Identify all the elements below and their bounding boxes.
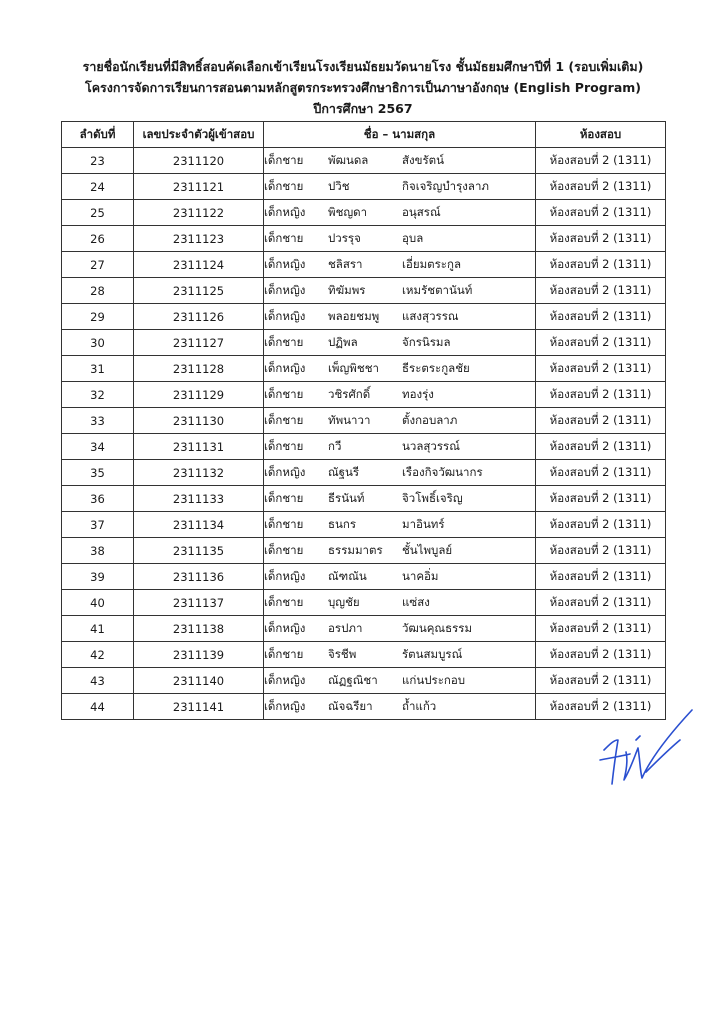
table-body [62, 148, 666, 720]
name-prefix: เด็กหญิง [264, 308, 306, 323]
last-name: จิวโพธิ์เจริญ [402, 490, 463, 505]
name-prefix: เด็กหญิง [264, 204, 306, 219]
first-name: อรปภา [328, 620, 363, 635]
exam-id: 2311120 [134, 148, 264, 174]
table-row [62, 486, 666, 512]
student-name [264, 564, 536, 590]
col-header-order: ลำดับที่ [62, 122, 134, 148]
exam-id: 2311139 [134, 642, 264, 668]
name-prefix: เด็กหญิง [264, 282, 306, 297]
name-prefix: เด็กชาย [264, 178, 304, 193]
last-name: ชั้นไพบูลย์ [402, 542, 453, 557]
table-row [62, 304, 666, 330]
col-header-room: ห้องสอบ [536, 122, 666, 148]
last-name: ธีระตระกูลชัย [402, 360, 470, 375]
first-name: ชลิสรา [328, 256, 363, 271]
student-name [264, 382, 536, 408]
first-name: ณัฐนรี [328, 464, 360, 479]
student-name [264, 330, 536, 356]
exam-id: 2311134 [134, 512, 264, 538]
student-name [264, 668, 536, 694]
row-number: 25 [62, 200, 134, 226]
exam-id: 2311121 [134, 174, 264, 200]
first-name: ปวิช [328, 178, 350, 193]
name-prefix: เด็กหญิง [264, 360, 306, 375]
student-name [264, 174, 536, 200]
exam-id: 2311129 [134, 382, 264, 408]
name-prefix: เด็กชาย [264, 516, 304, 531]
exam-room: ห้องสอบที่ 2 (1311) [536, 538, 666, 564]
last-name: จักรนิรมล [402, 334, 451, 349]
student-name [264, 694, 536, 720]
name-prefix: เด็กชาย [264, 412, 304, 427]
row-number: 26 [62, 226, 134, 252]
exam-id: 2311136 [134, 564, 264, 590]
first-name: ธนกร [328, 516, 357, 531]
table-row [62, 278, 666, 304]
exam-room: ห้องสอบที่ 2 (1311) [536, 330, 666, 356]
last-name: แซ่สง [402, 594, 430, 609]
exam-id: 2311137 [134, 590, 264, 616]
first-name: ณัฑณัน [328, 568, 367, 583]
name-prefix: เด็กหญิง [264, 256, 306, 271]
name-prefix: เด็กชาย [264, 334, 304, 349]
exam-id: 2311131 [134, 434, 264, 460]
exam-id: 2311124 [134, 252, 264, 278]
student-name [264, 486, 536, 512]
name-prefix: เด็กชาย [264, 542, 304, 557]
table-row [62, 174, 666, 200]
table-row [62, 668, 666, 694]
exam-id: 2311135 [134, 538, 264, 564]
row-number: 30 [62, 330, 134, 356]
first-name: ปวรรุจ [328, 230, 361, 245]
student-name [264, 252, 536, 278]
row-number: 39 [62, 564, 134, 590]
table-row [62, 434, 666, 460]
name-prefix: เด็กหญิง [264, 464, 306, 479]
exam-id: 2311122 [134, 200, 264, 226]
student-name [264, 226, 536, 252]
table-row [62, 200, 666, 226]
exam-room: ห้องสอบที่ 2 (1311) [536, 200, 666, 226]
first-name: ณัจฉรียา [328, 698, 373, 713]
student-name [264, 460, 536, 486]
table-row [62, 408, 666, 434]
table-row [62, 330, 666, 356]
col-header-exam-id: เลขประจำตัวผู้เข้าสอบ [134, 122, 264, 148]
exam-room: ห้องสอบที่ 2 (1311) [536, 356, 666, 382]
student-name [264, 616, 536, 642]
exam-id: 2311128 [134, 356, 264, 382]
first-name: ณัฏฐณิชา [328, 672, 378, 687]
exam-room: ห้องสอบที่ 2 (1311) [536, 304, 666, 330]
student-name [264, 148, 536, 174]
exam-room: ห้องสอบที่ 2 (1311) [536, 616, 666, 642]
row-number: 24 [62, 174, 134, 200]
row-number: 32 [62, 382, 134, 408]
exam-room: ห้องสอบที่ 2 (1311) [536, 434, 666, 460]
table-row [62, 512, 666, 538]
exam-id: 2311133 [134, 486, 264, 512]
exam-room: ห้องสอบที่ 2 (1311) [536, 408, 666, 434]
name-prefix: เด็กชาย [264, 438, 304, 453]
first-name: จิรชีพ [328, 646, 357, 661]
last-name: สังขรัตน์ [402, 152, 445, 167]
last-name: วัฒนคุณธรรม [402, 620, 473, 635]
name-prefix: เด็กหญิง [264, 698, 306, 713]
last-name: กิจเจริญบำรุงลาภ [402, 178, 489, 193]
last-name: ถ้ำแก้ว [402, 698, 437, 713]
name-prefix: เด็กชาย [264, 594, 304, 609]
exam-id: 2311126 [134, 304, 264, 330]
exam-room: ห้องสอบที่ 2 (1311) [536, 174, 666, 200]
exam-id: 2311140 [134, 668, 264, 694]
table-row [62, 590, 666, 616]
name-prefix: เด็กชาย [264, 386, 304, 401]
exam-room: ห้องสอบที่ 2 (1311) [536, 486, 666, 512]
header-program: โครงการจัดการเรียนการสอนตามหลักสูตรกระทรวงศึกษาธิการเป็นภาษาอังกฤษ (English Program) [84, 80, 641, 95]
name-prefix: เด็กหญิง [264, 620, 306, 635]
table-row [62, 642, 666, 668]
table-row [62, 538, 666, 564]
first-name: พลอยชมพู [328, 308, 380, 323]
table-row [62, 356, 666, 382]
student-name [264, 434, 536, 460]
name-prefix: เด็กชาย [264, 152, 304, 167]
last-name: แก่นประกอบ [402, 672, 466, 687]
table-row [62, 252, 666, 278]
name-prefix: เด็กหญิง [264, 672, 306, 687]
row-number: 34 [62, 434, 134, 460]
col-header-name: ชื่อ – นามสกุล [264, 122, 536, 148]
exam-id: 2311125 [134, 278, 264, 304]
student-name [264, 590, 536, 616]
exam-id: 2311132 [134, 460, 264, 486]
row-number: 40 [62, 590, 134, 616]
exam-room: ห้องสอบที่ 2 (1311) [536, 642, 666, 668]
student-name [264, 304, 536, 330]
student-name [264, 356, 536, 382]
exam-id: 2311138 [134, 616, 264, 642]
exam-room: ห้องสอบที่ 2 (1311) [536, 668, 666, 694]
table-row [62, 226, 666, 252]
signature-icon [596, 700, 706, 790]
student-name [264, 538, 536, 564]
student-name [264, 408, 536, 434]
first-name: ปฏิพล [328, 334, 358, 349]
exam-id: 2311123 [134, 226, 264, 252]
row-number: 35 [62, 460, 134, 486]
last-name: มาอินทร์ [402, 516, 445, 531]
last-name: เหมรัชตานันท์ [402, 282, 473, 297]
first-name: กวี [328, 438, 342, 453]
exam-id: 2311141 [134, 694, 264, 720]
exam-id: 2311130 [134, 408, 264, 434]
header-title: รายชื่อนักเรียนที่มีสิทธิ์สอบคัดเลือกเข้าเรียนโรงเรียนมัธยมวัดนายโรง ชั้นมัธยมศึกษาปีที่ 1 (รอบเพิ่มเติม) [82, 59, 644, 74]
row-number: 29 [62, 304, 134, 330]
exam-id: 2311127 [134, 330, 264, 356]
student-name [264, 512, 536, 538]
exam-room: ห้องสอบที่ 2 (1311) [536, 148, 666, 174]
row-number: 28 [62, 278, 134, 304]
table-row [62, 382, 666, 408]
first-name: ทิฆัมพร [328, 282, 366, 297]
row-number: 31 [62, 356, 134, 382]
row-number: 43 [62, 668, 134, 694]
last-name: รัตนสมบูรณ์ [402, 646, 463, 661]
row-number: 41 [62, 616, 134, 642]
row-number: 42 [62, 642, 134, 668]
last-name: แสงสุวรรณ [402, 308, 459, 323]
row-number: 27 [62, 252, 134, 278]
row-number: 23 [62, 148, 134, 174]
first-name: บุญชัย [328, 594, 360, 609]
name-prefix: เด็กชาย [264, 490, 304, 505]
exam-room: ห้องสอบที่ 2 (1311) [536, 512, 666, 538]
exam-room: ห้องสอบที่ 2 (1311) [536, 382, 666, 408]
row-number: 37 [62, 512, 134, 538]
row-number: 36 [62, 486, 134, 512]
exam-room: ห้องสอบที่ 2 (1311) [536, 226, 666, 252]
student-name [264, 200, 536, 226]
first-name: พัฒนดล [328, 152, 369, 167]
candidate-table [61, 121, 666, 720]
document-header [0, 56, 726, 119]
table-header-row [62, 122, 666, 148]
table-row [62, 616, 666, 642]
first-name: ธรรมมาตร [328, 542, 383, 557]
last-name: นาคอิ่ม [402, 568, 439, 583]
table-row [62, 564, 666, 590]
student-name [264, 278, 536, 304]
first-name: พิชญดา [328, 204, 368, 219]
row-number: 38 [62, 538, 134, 564]
exam-room: ห้องสอบที่ 2 (1311) [536, 460, 666, 486]
header-academic-year: ปีการศึกษา 2567 [313, 101, 413, 116]
name-prefix: เด็กชาย [264, 646, 304, 661]
exam-room: ห้องสอบที่ 2 (1311) [536, 694, 666, 720]
last-name: นวลสุวรรณ์ [402, 438, 460, 453]
row-number: 44 [62, 694, 134, 720]
table-row [62, 694, 666, 720]
table-row [62, 460, 666, 486]
last-name: ทองรุ่ง [402, 386, 434, 401]
first-name: ธีรนันท์ [328, 490, 365, 505]
last-name: ตั้งกอบลาภ [402, 412, 458, 427]
student-name [264, 642, 536, 668]
exam-room: ห้องสอบที่ 2 (1311) [536, 564, 666, 590]
last-name: เรืองกิจวัฒนากร [402, 464, 483, 479]
last-name: อนุสรณ์ [402, 204, 441, 219]
exam-room: ห้องสอบที่ 2 (1311) [536, 590, 666, 616]
name-prefix: เด็กหญิง [264, 568, 306, 583]
first-name: ทัพนาวา [328, 412, 371, 427]
last-name: เอี่ยมตระกูล [402, 256, 461, 271]
row-number: 33 [62, 408, 134, 434]
last-name: อุบล [402, 230, 424, 245]
first-name: เพ็ญพิชชา [328, 360, 379, 375]
exam-room: ห้องสอบที่ 2 (1311) [536, 278, 666, 304]
table-row [62, 148, 666, 174]
first-name: วชิรศักดิ์ [328, 386, 371, 401]
name-prefix: เด็กชาย [264, 230, 304, 245]
exam-room: ห้องสอบที่ 2 (1311) [536, 252, 666, 278]
